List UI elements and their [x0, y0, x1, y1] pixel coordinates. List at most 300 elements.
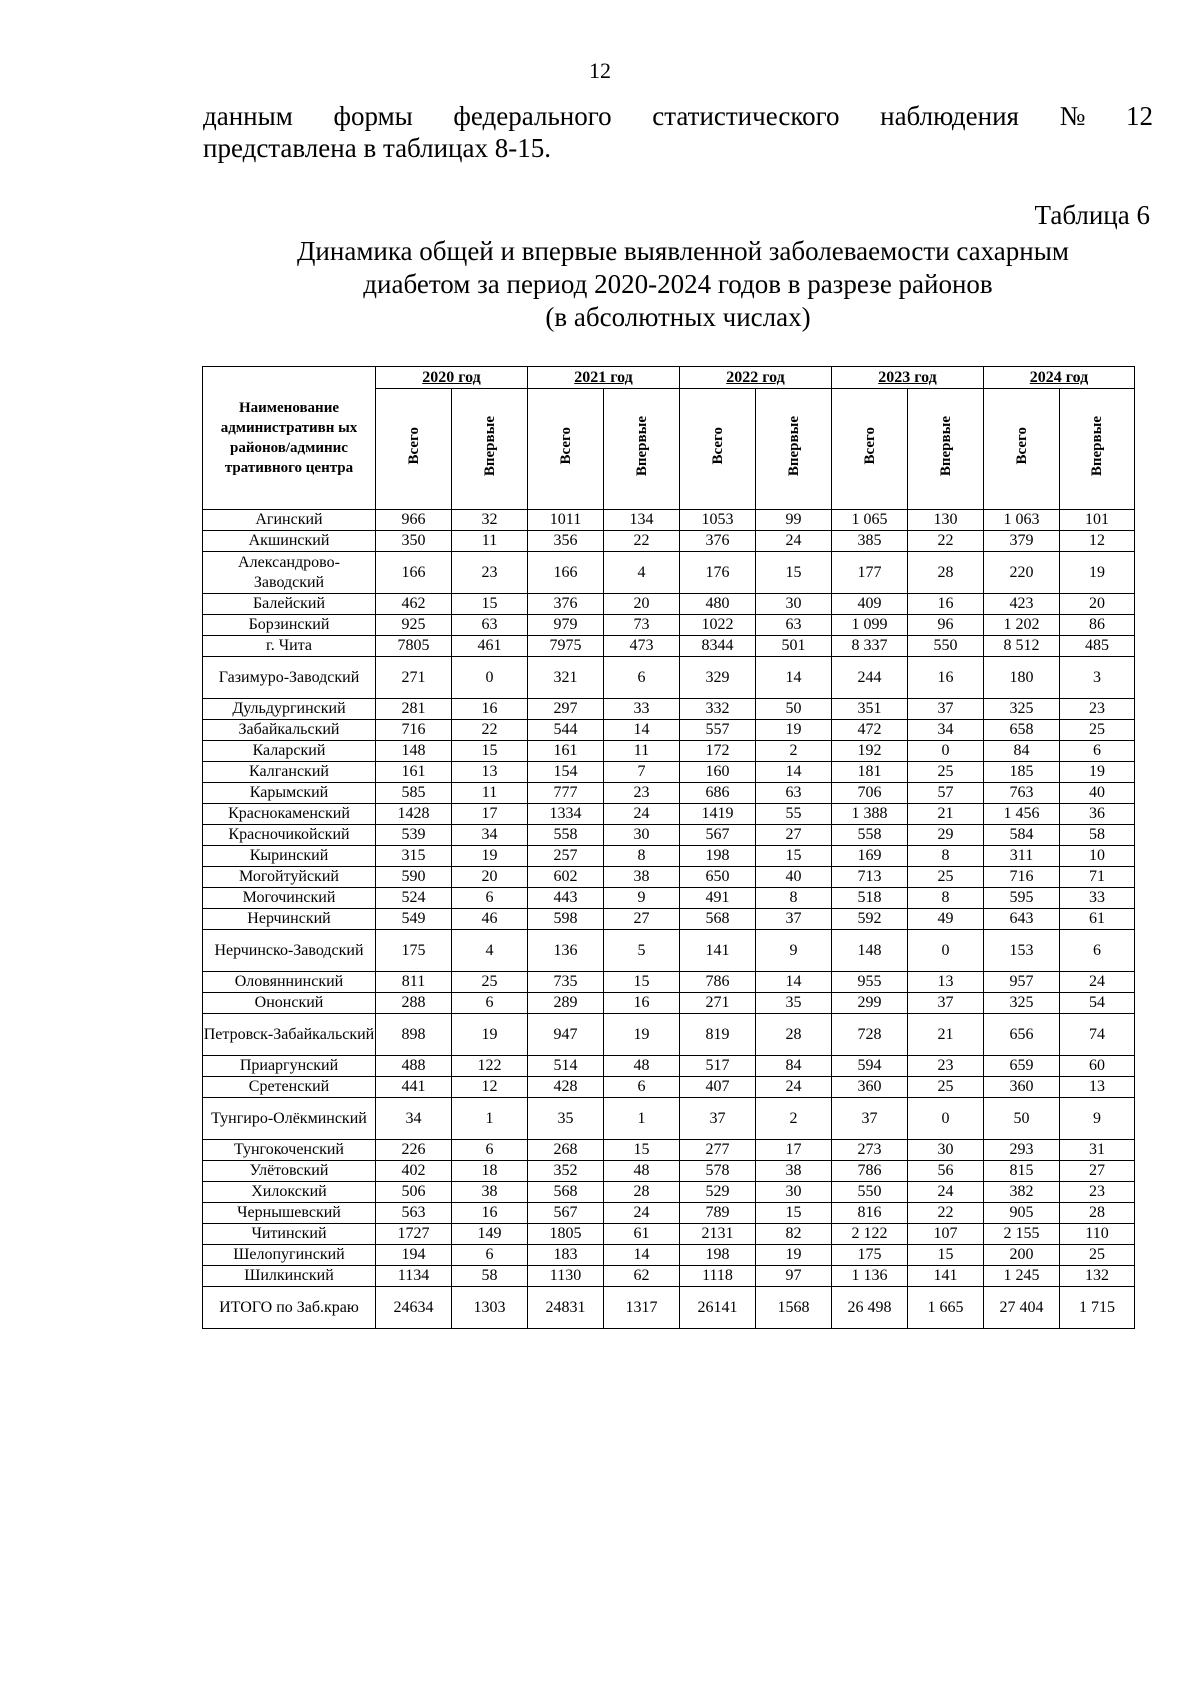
- new-cases-cell: 32: [452, 510, 528, 531]
- total-cases-cell: 1727: [376, 1224, 452, 1245]
- intro-word: наблюдения: [880, 101, 1019, 131]
- table-row: [203, 783, 1135, 804]
- new-cases-cell: 25: [908, 1077, 984, 1098]
- total-cases-cell: 141: [680, 930, 756, 972]
- new-cases-cell: 22: [604, 531, 680, 552]
- new-cases-cell: 19: [452, 1014, 528, 1056]
- total-cases-cell: 462: [376, 594, 452, 615]
- table-row: [203, 741, 1135, 762]
- new-cases-cell: 71: [1060, 867, 1135, 888]
- total-cases-cell: 650: [680, 867, 756, 888]
- new-cases-cell: 485: [1060, 636, 1135, 657]
- new-cases-cell: 14: [604, 1245, 680, 1266]
- table-row: [203, 699, 1135, 720]
- new-cases-cell: 11: [604, 741, 680, 762]
- district-name-cell: Балейский: [203, 594, 376, 615]
- new-cases-cell: 8: [604, 846, 680, 867]
- total-cases-cell: 277: [680, 1140, 756, 1161]
- new-cases-cell: 37: [756, 909, 832, 930]
- new-cases-cell: 36: [1060, 804, 1135, 825]
- new-cases-cell: 55: [756, 804, 832, 825]
- new-cases-cell: 0: [908, 930, 984, 972]
- total-cases-cell: 351: [832, 699, 908, 720]
- table-body: [203, 510, 1135, 1329]
- total-cases-cell: 716: [376, 720, 452, 741]
- total-cases-cell: 84: [984, 741, 1060, 762]
- new-cases-cell: 3: [1060, 657, 1135, 699]
- new-cases-cell: 1 665: [908, 1287, 984, 1329]
- new-cases-cell: 15: [756, 846, 832, 867]
- total-cases-cell: 567: [528, 1203, 604, 1224]
- new-cases-cell: 134: [604, 510, 680, 531]
- total-cases-cell: 180: [984, 657, 1060, 699]
- total-cases-cell: 27 404: [984, 1287, 1060, 1329]
- district-name-cell: Чернышевский: [203, 1203, 376, 1224]
- year-header: 2021 год: [528, 367, 680, 389]
- total-cases-cell: 185: [984, 762, 1060, 783]
- total-cases-cell: 529: [680, 1182, 756, 1203]
- new-cases-cell: 107: [908, 1224, 984, 1245]
- new-cases-cell: 31: [1060, 1140, 1135, 1161]
- new-cases-cell: 57: [908, 783, 984, 804]
- intro-word: данным: [203, 101, 293, 131]
- total-cases-cell: 443: [528, 888, 604, 909]
- new-cases-cell: 23: [604, 783, 680, 804]
- intro-paragraph: [203, 100, 1153, 164]
- new-cases-cell: 122: [452, 1056, 528, 1077]
- new-cases-cell: 23: [1060, 699, 1135, 720]
- new-cases-cell: 130: [908, 510, 984, 531]
- new-cases-cell: 14: [756, 657, 832, 699]
- new-cases-cell: 40: [1060, 783, 1135, 804]
- total-cases-cell: 332: [680, 699, 756, 720]
- total-cases-cell: 8344: [680, 636, 756, 657]
- total-cases-cell: 321: [528, 657, 604, 699]
- total-cases-cell: 550: [832, 1182, 908, 1203]
- new-cases-cell: 29: [908, 825, 984, 846]
- total-cases-cell: 441: [376, 1077, 452, 1098]
- table-row: [203, 909, 1135, 930]
- total-cases-cell: 491: [680, 888, 756, 909]
- caption-line-3: (в абсолютных числах): [545, 302, 811, 332]
- new-cases-cell: 4: [452, 930, 528, 972]
- total-cases-cell: 1 456: [984, 804, 1060, 825]
- district-name-header: Наименование административн ых районов/админис тративного центра: [203, 367, 376, 510]
- total-subheader: Всего: [528, 389, 604, 510]
- new-cases-cell: 6: [1060, 741, 1135, 762]
- total-cases-cell: 567: [680, 825, 756, 846]
- district-name-cell: Оловяннинский: [203, 972, 376, 993]
- new-cases-cell: 13: [452, 762, 528, 783]
- total-cases-cell: 268: [528, 1140, 604, 1161]
- district-name-cell: Шелопугинский: [203, 1245, 376, 1266]
- new-cases-cell: 33: [1060, 888, 1135, 909]
- new-cases-cell: 6: [452, 888, 528, 909]
- new-cases-cell: 13: [908, 972, 984, 993]
- total-cases-cell: 905: [984, 1203, 1060, 1224]
- total-cases-cell: 37: [832, 1098, 908, 1140]
- total-cases-cell: 558: [832, 825, 908, 846]
- new-cases-cell: 61: [604, 1224, 680, 1245]
- new-cases-cell: 12: [452, 1077, 528, 1098]
- total-cases-cell: 409: [832, 594, 908, 615]
- district-name-cell: Нерчинско-Заводский: [203, 930, 376, 972]
- total-cases-cell: 148: [376, 741, 452, 762]
- new-cases-cell: 8: [908, 888, 984, 909]
- district-name-cell: Борзинский: [203, 615, 376, 636]
- total-cases-cell: 175: [376, 930, 452, 972]
- total-cases-cell: 578: [680, 1161, 756, 1182]
- table-row: [203, 1056, 1135, 1077]
- total-cases-cell: 585: [376, 783, 452, 804]
- new-cases-cell: 473: [604, 636, 680, 657]
- new-cases-cell: 34: [452, 825, 528, 846]
- new-cases-cell: 86: [1060, 615, 1135, 636]
- new-cases-cell: 10: [1060, 846, 1135, 867]
- new-cases-cell: 24: [604, 1203, 680, 1224]
- new-cases-cell: 9: [1060, 1098, 1135, 1140]
- new-cases-cell: 24: [756, 531, 832, 552]
- intro-line-2: представлена в таблицах 8-15.: [203, 133, 551, 163]
- new-cases-cell: 7: [604, 762, 680, 783]
- new-cases-cell: 63: [452, 615, 528, 636]
- total-cases-cell: 819: [680, 1014, 756, 1056]
- total-cases-cell: 811: [376, 972, 452, 993]
- total-cases-cell: 1 245: [984, 1266, 1060, 1287]
- total-subheader: Всего: [680, 389, 756, 510]
- table-row: [203, 1203, 1135, 1224]
- total-cases-cell: 815: [984, 1161, 1060, 1182]
- intro-word: федерального: [453, 101, 612, 131]
- new-subheader: Впервые: [908, 389, 984, 510]
- new-cases-cell: 6: [604, 657, 680, 699]
- total-cases-cell: 382: [984, 1182, 1060, 1203]
- new-cases-cell: 19: [452, 846, 528, 867]
- table-row: [203, 762, 1135, 783]
- district-name-cell: Улётовский: [203, 1161, 376, 1182]
- total-cases-cell: 169: [832, 846, 908, 867]
- new-cases-cell: 24: [756, 1077, 832, 1098]
- total-cases-cell: 315: [376, 846, 452, 867]
- intro-line-1: [203, 100, 1153, 132]
- total-cases-cell: 172: [680, 741, 756, 762]
- new-cases-cell: 14: [604, 720, 680, 741]
- new-cases-cell: 25: [1060, 1245, 1135, 1266]
- new-cases-cell: 16: [452, 1203, 528, 1224]
- total-cases-cell: 563: [376, 1203, 452, 1224]
- incidence-table: [202, 366, 1135, 1329]
- new-cases-cell: 19: [1060, 762, 1135, 783]
- total-cases-cell: 50: [984, 1098, 1060, 1140]
- district-name-cell: Александрово-Заводский: [203, 552, 376, 594]
- total-cases-cell: 24634: [376, 1287, 452, 1329]
- new-cases-cell: 37: [908, 699, 984, 720]
- new-cases-cell: 1: [604, 1098, 680, 1140]
- total-cases-cell: 539: [376, 825, 452, 846]
- district-name-cell: Забайкальский: [203, 720, 376, 741]
- new-cases-cell: 25: [908, 867, 984, 888]
- total-cases-cell: 148: [832, 930, 908, 972]
- district-name-cell: Тунгиро-Олёкминский: [203, 1098, 376, 1140]
- new-cases-cell: 21: [908, 804, 984, 825]
- table-row: [203, 1098, 1135, 1140]
- new-cases-cell: 50: [756, 699, 832, 720]
- total-cases-cell: 1 099: [832, 615, 908, 636]
- total-cases-cell: 200: [984, 1245, 1060, 1266]
- total-cases-cell: 925: [376, 615, 452, 636]
- total-cases-cell: 352: [528, 1161, 604, 1182]
- new-cases-cell: 8: [756, 888, 832, 909]
- new-cases-cell: 15: [756, 1203, 832, 1224]
- district-name-cell: Карымский: [203, 783, 376, 804]
- total-cases-cell: 568: [528, 1182, 604, 1203]
- new-cases-cell: 28: [1060, 1203, 1135, 1224]
- total-cases-cell: 325: [984, 993, 1060, 1014]
- total-cases-cell: 166: [528, 552, 604, 594]
- table-row: [203, 972, 1135, 993]
- intro-word: №: [1059, 101, 1086, 131]
- total-cases-cell: 590: [376, 867, 452, 888]
- total-cases-cell: 643: [984, 909, 1060, 930]
- new-cases-cell: 62: [604, 1266, 680, 1287]
- new-cases-cell: 1317: [604, 1287, 680, 1329]
- table-row: [203, 552, 1135, 594]
- table-row: [203, 1266, 1135, 1287]
- total-cases-cell: 1022: [680, 615, 756, 636]
- total-cases-cell: 957: [984, 972, 1060, 993]
- new-cases-cell: 15: [452, 741, 528, 762]
- new-cases-cell: 19: [1060, 552, 1135, 594]
- total-cases-cell: 816: [832, 1203, 908, 1224]
- intro-word: статистического: [652, 101, 840, 131]
- total-cases-cell: 728: [832, 1014, 908, 1056]
- total-cases-cell: 947: [528, 1014, 604, 1056]
- district-name-cell: Газимуро-Заводский: [203, 657, 376, 699]
- total-cases-cell: 194: [376, 1245, 452, 1266]
- total-cases-cell: 706: [832, 783, 908, 804]
- new-cases-cell: 35: [756, 993, 832, 1014]
- new-cases-cell: 60: [1060, 1056, 1135, 1077]
- intro-word: формы: [333, 101, 413, 131]
- new-cases-cell: 24: [908, 1182, 984, 1203]
- table-row: [203, 615, 1135, 636]
- new-cases-cell: 0: [908, 1098, 984, 1140]
- new-cases-cell: 48: [604, 1161, 680, 1182]
- total-cases-cell: 153: [984, 930, 1060, 972]
- total-cases-cell: 592: [832, 909, 908, 930]
- new-cases-cell: 2: [756, 1098, 832, 1140]
- total-cases-cell: 786: [680, 972, 756, 993]
- new-cases-cell: 23: [452, 552, 528, 594]
- total-cases-cell: 488: [376, 1056, 452, 1077]
- total-cases-cell: 557: [680, 720, 756, 741]
- total-cases-cell: 8 512: [984, 636, 1060, 657]
- new-cases-cell: 30: [604, 825, 680, 846]
- table-row: [203, 930, 1135, 972]
- total-cases-cell: 271: [376, 657, 452, 699]
- new-cases-cell: 9: [604, 888, 680, 909]
- total-cases-cell: 602: [528, 867, 604, 888]
- total-cases-cell: 24831: [528, 1287, 604, 1329]
- district-name-cell: Акшинский: [203, 531, 376, 552]
- total-cases-cell: 288: [376, 993, 452, 1014]
- district-name-cell: Могочинский: [203, 888, 376, 909]
- new-cases-cell: 25: [452, 972, 528, 993]
- total-cases-cell: 2 155: [984, 1224, 1060, 1245]
- total-cases-cell: 595: [984, 888, 1060, 909]
- new-cases-cell: 37: [908, 993, 984, 1014]
- table-row: [203, 804, 1135, 825]
- new-cases-cell: 14: [756, 972, 832, 993]
- district-name-cell: Сретенский: [203, 1077, 376, 1098]
- new-subheader: Впервые: [604, 389, 680, 510]
- new-cases-cell: 16: [604, 993, 680, 1014]
- total-cases-cell: 1334: [528, 804, 604, 825]
- total-cases-cell: 183: [528, 1245, 604, 1266]
- new-cases-cell: 30: [908, 1140, 984, 1161]
- total-cases-cell: 428: [528, 1077, 604, 1098]
- table-row: [203, 825, 1135, 846]
- new-cases-cell: 20: [604, 594, 680, 615]
- new-cases-cell: 16: [908, 594, 984, 615]
- new-cases-cell: 23: [908, 1056, 984, 1077]
- total-cases-cell: 181: [832, 762, 908, 783]
- new-cases-cell: 15: [908, 1245, 984, 1266]
- total-cases-cell: 1053: [680, 510, 756, 531]
- table-caption: [203, 235, 1153, 334]
- new-cases-cell: 132: [1060, 1266, 1135, 1287]
- total-cases-cell: 480: [680, 594, 756, 615]
- district-name-cell: Читинский: [203, 1224, 376, 1245]
- new-cases-cell: 11: [452, 531, 528, 552]
- year-header: 2024 год: [984, 367, 1135, 389]
- new-subheader: Впервые: [756, 389, 832, 510]
- table-row: [203, 846, 1135, 867]
- total-cases-cell: 226: [376, 1140, 452, 1161]
- district-name-cell: г. Чита: [203, 636, 376, 657]
- total-cases-cell: 1 136: [832, 1266, 908, 1287]
- new-cases-cell: 6: [1060, 930, 1135, 972]
- total-cases-cell: 360: [832, 1077, 908, 1098]
- new-cases-cell: 27: [604, 909, 680, 930]
- total-cases-cell: 568: [680, 909, 756, 930]
- new-cases-cell: 16: [452, 699, 528, 720]
- new-cases-cell: 1: [452, 1098, 528, 1140]
- total-cases-cell: 2131: [680, 1224, 756, 1245]
- total-cases-cell: 584: [984, 825, 1060, 846]
- total-cases-cell: 176: [680, 552, 756, 594]
- new-cases-cell: 56: [908, 1161, 984, 1182]
- total-cases-cell: 154: [528, 762, 604, 783]
- table-row: [203, 1182, 1135, 1203]
- new-cases-cell: 27: [756, 825, 832, 846]
- total-cases-cell: 656: [984, 1014, 1060, 1056]
- district-name-cell: Петровск-Забайкальский: [203, 1014, 376, 1056]
- new-cases-cell: 63: [756, 615, 832, 636]
- total-cases-cell: 281: [376, 699, 452, 720]
- new-cases-cell: 74: [1060, 1014, 1135, 1056]
- table-row: [203, 657, 1135, 699]
- new-cases-cell: 18: [452, 1161, 528, 1182]
- total-cases-cell: 594: [832, 1056, 908, 1077]
- new-cases-cell: 63: [756, 783, 832, 804]
- total-cases-cell: 898: [376, 1014, 452, 1056]
- new-cases-cell: 38: [604, 867, 680, 888]
- new-cases-cell: 25: [1060, 720, 1135, 741]
- total-cases-cell: 198: [680, 846, 756, 867]
- new-cases-cell: 17: [756, 1140, 832, 1161]
- district-name-cell: Кыринский: [203, 846, 376, 867]
- total-cases-cell: 161: [376, 762, 452, 783]
- total-cases-cell: 966: [376, 510, 452, 531]
- total-cases-cell: 177: [832, 552, 908, 594]
- new-cases-cell: 30: [756, 1182, 832, 1203]
- total-cases-cell: 7805: [376, 636, 452, 657]
- new-cases-cell: 461: [452, 636, 528, 657]
- total-cases-cell: 37: [680, 1098, 756, 1140]
- total-cases-cell: 549: [376, 909, 452, 930]
- new-cases-cell: 27: [1060, 1161, 1135, 1182]
- new-cases-cell: 49: [908, 909, 984, 930]
- new-cases-cell: 1303: [452, 1287, 528, 1329]
- total-cases-cell: 1011: [528, 510, 604, 531]
- total-cases-cell: 1118: [680, 1266, 756, 1287]
- new-cases-cell: 13: [1060, 1077, 1135, 1098]
- new-cases-cell: 38: [452, 1182, 528, 1203]
- total-cases-cell: 1 063: [984, 510, 1060, 531]
- total-subheader: Всего: [832, 389, 908, 510]
- total-cases-cell: 763: [984, 783, 1060, 804]
- year-header: 2022 год: [680, 367, 832, 389]
- total-cases-cell: 506: [376, 1182, 452, 1203]
- new-cases-cell: 0: [908, 741, 984, 762]
- new-cases-cell: 20: [452, 867, 528, 888]
- total-cases-cell: 329: [680, 657, 756, 699]
- total-cases-cell: 198: [680, 1245, 756, 1266]
- table-row: [203, 531, 1135, 552]
- table-row: [203, 510, 1135, 531]
- total-cases-cell: 8 337: [832, 636, 908, 657]
- table-row: [203, 1224, 1135, 1245]
- table-row: [203, 867, 1135, 888]
- table-row: [203, 1077, 1135, 1098]
- new-cases-cell: 15: [452, 594, 528, 615]
- table-row: [203, 1014, 1135, 1056]
- total-subheader: Всего: [984, 389, 1060, 510]
- new-cases-cell: 96: [908, 615, 984, 636]
- district-name-cell: Нерчинский: [203, 909, 376, 930]
- new-cases-cell: 141: [908, 1266, 984, 1287]
- total-cases-cell: 220: [984, 552, 1060, 594]
- new-subheader: Впервые: [1060, 389, 1135, 510]
- total-cases-cell: 35: [528, 1098, 604, 1140]
- new-cases-cell: 2: [756, 741, 832, 762]
- new-cases-cell: 22: [452, 720, 528, 741]
- new-cases-cell: 28: [756, 1014, 832, 1056]
- district-name-cell: Хилокский: [203, 1182, 376, 1203]
- total-cases-cell: 423: [984, 594, 1060, 615]
- new-cases-cell: 6: [452, 1245, 528, 1266]
- total-cases-cell: 407: [680, 1077, 756, 1098]
- new-cases-cell: 19: [604, 1014, 680, 1056]
- new-subheader: Впервые: [452, 389, 528, 510]
- new-cases-cell: 501: [756, 636, 832, 657]
- total-cases-cell: 1 065: [832, 510, 908, 531]
- district-name-cell: Калганский: [203, 762, 376, 783]
- new-cases-cell: 24: [1060, 972, 1135, 993]
- total-cases-cell: 789: [680, 1203, 756, 1224]
- total-cases-cell: 2 122: [832, 1224, 908, 1245]
